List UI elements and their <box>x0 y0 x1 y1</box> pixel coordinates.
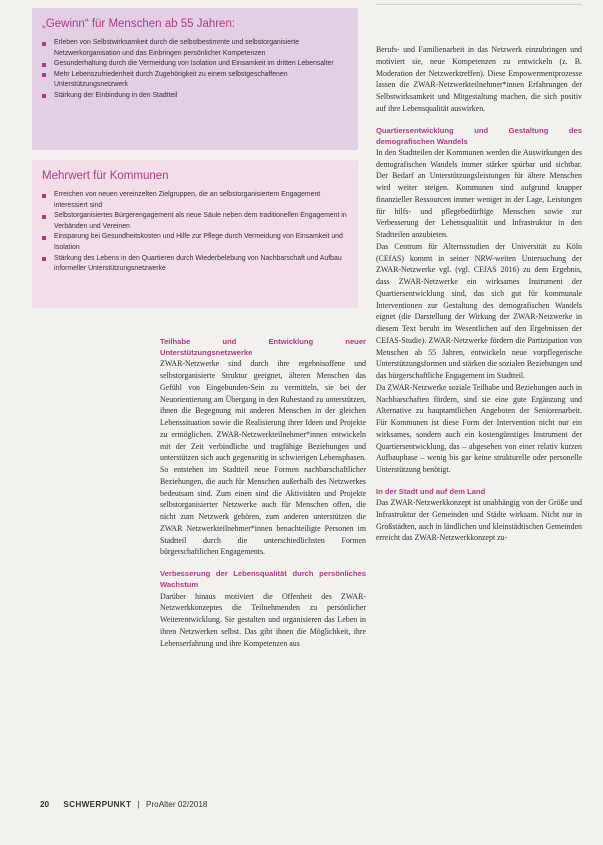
mehrwert-title: Mehrwert für Kommunen <box>42 170 169 182</box>
list-item: Mehr Lebenszufriedenheit durch Zugehörigkeit zu einem selbstgeschaffenen Unterstützungsnetzwerk <box>42 70 348 91</box>
footer-separator: | <box>137 800 140 809</box>
body-paragraph: In den Stadtteilen der Kommunen werden die Auswirkungen des demografischen Wandels immer stärker spürbar und sichtbar. Der Bedarf an Unterstützungsleistungen für ältere Menschen wird weiter steigen. Kommunen sind aufgrund knapper finanzieller Ressourcen immer weniger in der Lage, Leistungen für hilfs- und pflegebedürftige Menschen sowie zur Verbesserung der Lebensqualität und Infrastruktur in den Stadtteilen anzubieten. <box>376 147 582 240</box>
section-heading: Teilhabe und Entwicklung neuer Unterstützungsnetzwerke <box>160 337 366 358</box>
right-text-column <box>376 44 582 544</box>
issue-label: ProAlter 02/2018 <box>145 800 208 809</box>
top-rule <box>376 4 582 5</box>
list-item: Erleben von Selbstwirksamkeit durch die selbstbestimmte und selbstorganisierte Netzwerkorganisation und das Einbringen persönlicher Kompetenzen <box>42 38 348 59</box>
body-paragraph: Darüber hinaus motiviert die Offenheit des ZWAR-Netzwerkkonzeptes die Teilnehmenden zu persönlicher Weiterentwicklung. Sie gestalten und organisieren das Leben in ihren Netzwerken selbst. Das gibt ihnen die Möglichkeit, ihre Lebenserfahrung und ihre Kompetenzen aus <box>160 591 366 648</box>
section-heading: In der Stadt und auf dem Land <box>376 486 486 496</box>
mehrwert-list <box>32 190 358 275</box>
section-heading: Verbesserung der Lebensqualität durch persönliches Wachstum <box>160 569 366 590</box>
list-item: Gesunderhaltung durch die Vermeidung von Isolation und Einsamkeit im dritten Lebensalter <box>42 59 348 70</box>
mehrwert-box <box>32 160 358 308</box>
gewinn-title: „Gewinn“ für Menschen ab 55 Jahren: <box>42 18 236 30</box>
body-paragraph: Das Centrum für Alternsstudien der Universität zu Köln (CEfAS) kommt in seiner NRW-weiten Untersuchung der ZWAR-Netzwerke vgl. (vgl. CEfAS 2016) zu dem Ergebnis, dass ZWAR-Netzwerke ein wirksames Instrument der Quartiersentwicklung sind, das sich gut für kommunale Interventionen zur Gestaltung des demografischen Wandels eignet (die Darstellung der Wirkung der ZWAR-Netzwerke in diesem Text beruht im Wesentlichen auf den Ergebnissen der CEfAS-Studie). ZWAR-Netzwerke fördern die Partizipation von Menschen ab 55 Jahren, entwickeln neue vorpflegerische Unterstützungsformen und stärken die sozialen Beziehungen und das bürgerschaftliche Engagement im Stadtteil. <box>376 241 582 381</box>
left-text-column <box>160 336 366 649</box>
gewinn-list <box>32 38 358 102</box>
list-item: Erreichen von neuen vereinzelten Zielgruppen, die an selbstorganisiertem Engagement interessiert sind <box>42 190 348 211</box>
page-footer <box>40 800 207 809</box>
section-heading: Quartiersentwicklung und Gestaltung des demografischen Wandels <box>376 125 582 146</box>
section-name: SCHWERPUNKT <box>63 800 132 809</box>
gewinn-box <box>32 8 358 150</box>
list-item: Stärkung des Lebens in den Quartieren durch Wiederbelebung von Nachbarschaft und Aufbau informeller Unterstützungsnetzwerke <box>42 254 348 275</box>
body-paragraph: Das ZWAR-Netzwerkkonzept ist unabhängig von der Größe und Infrastruktur der Gemeinden und Städte wirksam. Nicht nur in Großstädten, auch in ländlichen und kleinstädtischen Gemeinden erreicht das ZWAR-Netzwerkkonzept zu- <box>376 498 582 543</box>
body-paragraph: Berufs- und Familienarbeit in das Netzwerk einzubringen und motiviert sie, neue Kompetenzen zu entwickeln (z. B. Moderation der Netzwerktreffen). Diese Empowermentprozesse lassen die ZWAR-Netzwerkteilnehmer*innen Erfahrungen der Selbstwirksamkeit und Mitgestaltung machen, die sich positiv auf ihre Lebensqualität auswirken. <box>376 45 582 113</box>
list-item: Selbstorganisiertes Bürgerengagement als neue Säule neben dem traditionellen Engagement in Verbänden und Vereinen <box>42 211 348 232</box>
body-paragraph: Da ZWAR-Netzwerke soziale Teilhabe und Beziehungen auch in Nachbarschaften fördern, sind sie eine gute Ergänzung und Alternative zu hauptamtlichen Angeboten der Seniorenarbeit. Für Kommunen ist diese Form der Intervention nicht nur ein wirksames, sondern auch ein kostengünstiges Instrument der Quartiersentwicklung, das – abgesehen von einer relativ kurzen Aufbauphase – wenig bis gar keine strukturelle oder personelle Unterstützung benötigt. <box>376 382 582 475</box>
page-number: 20 <box>40 800 50 809</box>
list-item: Einsparung bei Gesundheitskosten und Hilfe zur Pflege durch Vermeidung von Einsamkeit und Isolation <box>42 232 348 253</box>
list-item: Stärkung der Einbindung in den Stadtteil <box>42 91 348 102</box>
body-paragraph: ZWAR-Netzwerke sind durch ihre ergebnisoffene und selbstorganisierte Struktur geeignet, älteren Menschen das Gefühl von Eingebunden-Sein zu vermitteln, sie bei der Neuorientierung am Übergang in den Ruhestand zu unterstützen, ihnen die Begegnung mit anderen Menschen in der gleichen Lebenssituation sowie die Realisierung ihrer Ideen und Projekte zu ermöglichen. ZWAR-Netzwerkteilnehmer*innen entwickeln mit der Zeit verbindliche und tragfähige Beziehungen und unterstützen sich auch gegenseitig in schwierigen Lebensphasen. So entstehen im Stadtteil neue Formen nachbarschaftlicher Beziehungen, die auch für Menschen außerhalb des Netzwerkes bedeutsam sind. Zum einen sind die Aktivitäten und Projekte selbstorganisierter Netzwerke auch für Menschen offen, die nicht zum Netzwerk gehören, zum anderen unterstützen die ZWAR Netzwerkteilnehmer*innen benachteiligte Personen im Stadtteil durch die unterschiedlichsten Formen bürgerschaftlichen Engagements. <box>160 359 366 557</box>
